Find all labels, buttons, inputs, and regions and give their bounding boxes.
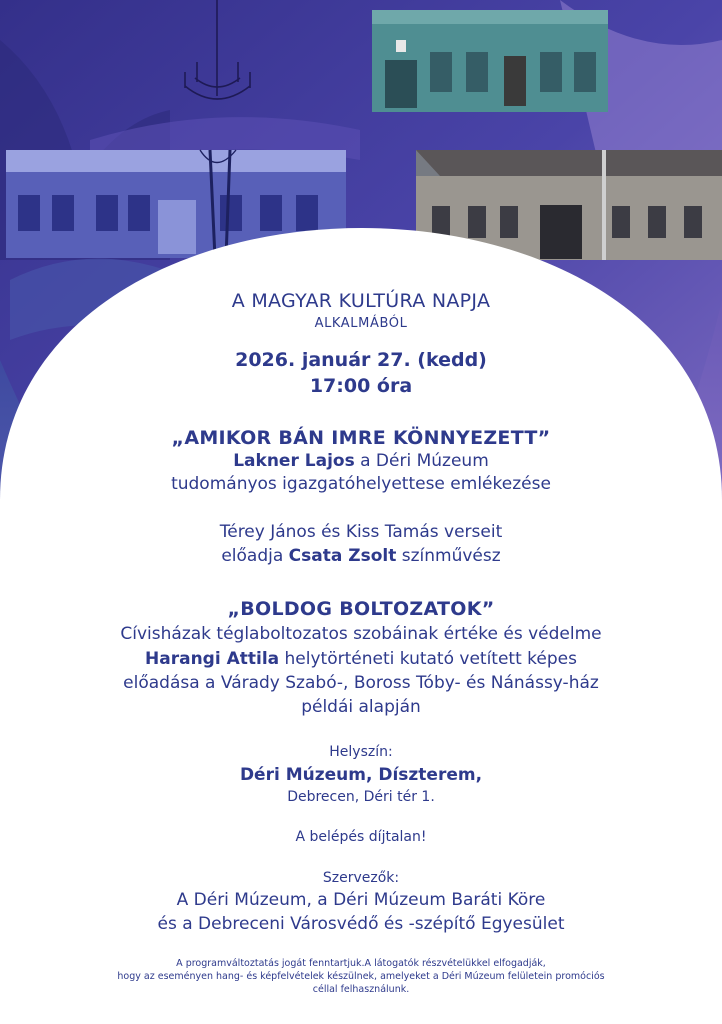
event2-speaker: Harangi Attila [145, 649, 280, 669]
event2-line3: előadása a Várady Szabó-, Boross Tóby- és Nánássy-ház [123, 673, 599, 693]
poems-line1: Térey János és Kiss Tamás verseit [219, 522, 503, 542]
poems-line2-post: színművész [396, 546, 501, 566]
header-subtitle: ALKALMÁBÓL [314, 316, 408, 331]
event-time: 17:00 óra [309, 375, 413, 397]
event2-line2 [0, 649, 722, 669]
event2-line2-rest: helytörténeti kutató vetített képes [279, 649, 577, 669]
header-title: A MAGYAR KULTÚRA NAPJA [231, 290, 491, 312]
venue-label: Helyszín: [329, 744, 393, 760]
event1-line1-rest: a Déri Múzeum [354, 451, 489, 471]
disclaimer-line2: hogy az eseményen hang- és képfelvételek készülnek, amelyeket a Déri Múzeum felületein promóciós [117, 971, 605, 982]
disclaimer-line1: A programváltoztatás jogát fenntartjuk.A látogatók részvételükkel elfogadják, [176, 958, 546, 969]
event2-line4: példái alapján [301, 697, 421, 717]
event2-line1: Cívisházak téglaboltozatos szobáinak értéke és védelme [120, 624, 602, 644]
event1-line2: tudományos igazgatóhelyettese emlékezése [171, 474, 551, 494]
disclaimer-line3: céllal felhasználunk. [312, 984, 410, 995]
entry-note: A belépés díjtalan! [295, 829, 427, 845]
organizers-line1: A Déri Múzeum, a Déri Múzeum Baráti Köre [176, 890, 546, 910]
event1-speaker: Lakner Lajos [233, 451, 355, 471]
poems-line2-pre: előadja [221, 546, 289, 566]
event2-title: „BOLDOG BOLTOZATOK” [227, 598, 495, 620]
organizers-line2: és a Debreceni Városvédő és -szépítő Egyesület [157, 914, 565, 934]
event1-title: „AMIKOR BÁN IMRE KÖNNYEZETT” [171, 427, 551, 449]
poems-line2 [0, 546, 722, 566]
organizers-label: Szervezők: [322, 870, 400, 886]
venue-address: Debrecen, Déri tér 1. [287, 789, 435, 805]
event-date: 2026. január 27. (kedd) [235, 349, 487, 371]
poems-performer: Csata Zsolt [288, 546, 397, 566]
event1-line1 [0, 451, 722, 471]
venue-name: Déri Múzeum, Díszterem, [239, 765, 483, 785]
